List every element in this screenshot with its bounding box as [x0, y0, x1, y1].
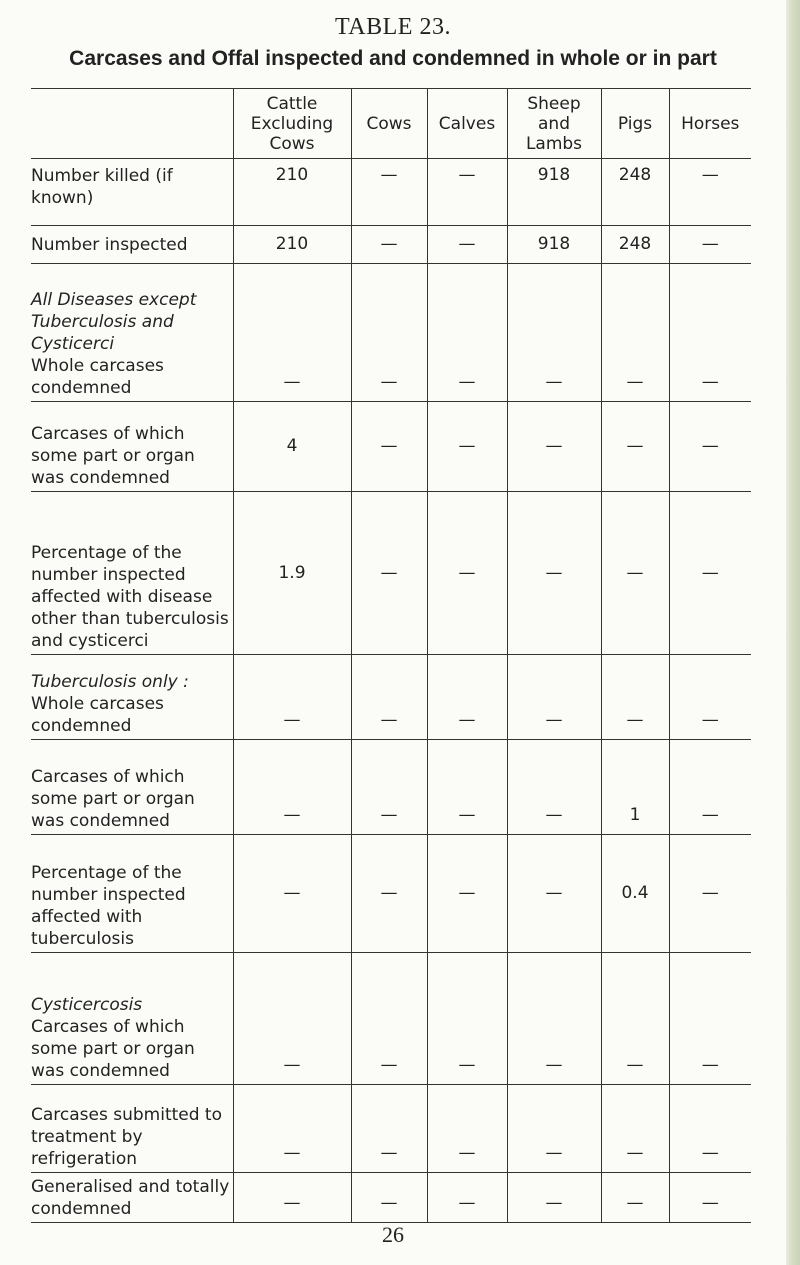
table-row [31, 1085, 751, 1173]
table-cell: — [601, 1173, 669, 1223]
table-cell: — [669, 953, 751, 1085]
page-edge-shadow [786, 0, 800, 1265]
table-cell: — [601, 1085, 669, 1173]
table-cell: — [351, 402, 427, 492]
table-cell: — [351, 226, 427, 264]
table-cell: — [507, 655, 601, 740]
table-cell: — [351, 264, 427, 402]
table-cell: — [507, 835, 601, 953]
header-row [31, 89, 751, 159]
table-cell: — [507, 1085, 601, 1173]
section-heading: All Diseases except Tuberculosis and Cysticerci [31, 290, 197, 354]
table-cell: — [601, 655, 669, 740]
table-cell: — [233, 953, 351, 1085]
table-row [31, 264, 751, 402]
table-cell: — [669, 226, 751, 264]
row-label: Percentage of the number inspected affected with disease other than tuberculosis and cysticerci [31, 492, 233, 655]
table-cell: 248 [601, 159, 669, 226]
table-cell: 918 [507, 226, 601, 264]
table-cell: 918 [507, 159, 601, 226]
table-cell: — [351, 1173, 427, 1223]
page-number: 26 [382, 1222, 404, 1247]
table-cell: — [507, 740, 601, 835]
table-cell: — [233, 740, 351, 835]
table-row [31, 159, 751, 226]
row-label: Generalised and totally condemned [31, 1173, 233, 1223]
column-header-line: Cows [269, 133, 315, 154]
table-cell: — [351, 953, 427, 1085]
table-cell: — [427, 226, 507, 264]
table-cell: — [427, 402, 507, 492]
table-cell: — [427, 835, 507, 953]
table-cell: 4 [233, 402, 351, 492]
column-header-line: Horses [681, 113, 740, 134]
table-row [31, 740, 751, 835]
table-cell: — [507, 402, 601, 492]
table-subtitle: Carcases and Offal inspected and condemned in whole or in part [69, 47, 717, 70]
row-label [31, 655, 233, 740]
column-header [351, 89, 427, 159]
table-row [31, 402, 751, 492]
column-header [233, 89, 351, 159]
row-label [31, 953, 233, 1085]
table-cell: — [427, 953, 507, 1085]
table-cell: 210 [233, 159, 351, 226]
table-cell: — [427, 492, 507, 655]
column-header-line: Lambs [525, 133, 583, 154]
row-label: Number killed (if known) [31, 159, 233, 226]
table-row [31, 226, 751, 264]
column-header-line: Pigs [617, 113, 653, 134]
table-cell: — [669, 264, 751, 402]
table-cell: — [427, 264, 507, 402]
table-cell: — [669, 655, 751, 740]
table-row [31, 953, 751, 1085]
table-cell: 1.9 [233, 492, 351, 655]
row-label: Number inspected [31, 226, 233, 264]
table-cell: — [507, 264, 601, 402]
table-cell: — [427, 1085, 507, 1173]
table-cell: — [601, 402, 669, 492]
table-row [31, 492, 751, 655]
table-cell: — [427, 1173, 507, 1223]
table-row [31, 1173, 751, 1223]
table-cell: — [669, 402, 751, 492]
table-cell: — [669, 159, 751, 226]
table-cell: — [669, 1085, 751, 1173]
table-row [31, 835, 751, 953]
table-title: TABLE 23. [335, 14, 451, 40]
table-cell: — [427, 159, 507, 226]
table-cell: — [669, 1173, 751, 1223]
row-label-text: Carcases of which some part or organ was condemned [31, 1017, 195, 1081]
row-label-text: Whole carcases condemned [31, 694, 164, 736]
row-label: Carcases of which some part or organ was condemned [31, 740, 233, 835]
table-cell: — [601, 264, 669, 402]
table-cell: — [427, 740, 507, 835]
table-cell: — [669, 740, 751, 835]
table-cell: 248 [601, 226, 669, 264]
table-cell: — [427, 655, 507, 740]
column-header-line: Calves [438, 113, 496, 134]
table-cell: — [669, 492, 751, 655]
table-cell: — [233, 264, 351, 402]
table-cell: 0.4 [601, 835, 669, 953]
table-cell: — [351, 492, 427, 655]
row-label-text: Whole carcases condemned [31, 356, 164, 398]
section-heading: Tuberculosis only : [31, 672, 189, 692]
table-cell: 1 [601, 740, 669, 835]
column-header [427, 89, 507, 159]
column-header-line: Excluding [250, 113, 334, 134]
table-cell: — [351, 740, 427, 835]
column-header [507, 89, 601, 159]
table-cell: — [601, 492, 669, 655]
column-header-line: Cows [366, 113, 412, 134]
column-header-line: Cattle [266, 93, 318, 114]
column-header-line: and [538, 113, 570, 134]
row-label: Carcases submitted to treatment by refrigeration [31, 1085, 233, 1173]
table-cell: — [233, 835, 351, 953]
table-cell: 210 [233, 226, 351, 264]
column-header-line: Sheep [527, 93, 581, 114]
table-cell: — [351, 835, 427, 953]
table-cell: — [507, 1173, 601, 1223]
table-cell: — [233, 1085, 351, 1173]
row-label: Carcases of which some part or organ was condemned [31, 402, 233, 492]
table-cell: — [351, 1085, 427, 1173]
row-label [31, 264, 233, 402]
table-cell: — [233, 1173, 351, 1223]
column-header [669, 89, 751, 159]
row-label: Percentage of the number inspected affected with tuberculosis [31, 835, 233, 953]
column-header [601, 89, 669, 159]
header-corner [31, 89, 233, 159]
table-cell: — [233, 655, 351, 740]
table-cell: — [351, 655, 427, 740]
table-cell: — [669, 835, 751, 953]
table-row [31, 655, 751, 740]
table-cell: — [507, 953, 601, 1085]
table-cell: — [351, 159, 427, 226]
section-heading: Cysticercosis [31, 995, 143, 1015]
table-cell: — [601, 953, 669, 1085]
table-cell: — [507, 492, 601, 655]
inspection-table [31, 88, 751, 1223]
